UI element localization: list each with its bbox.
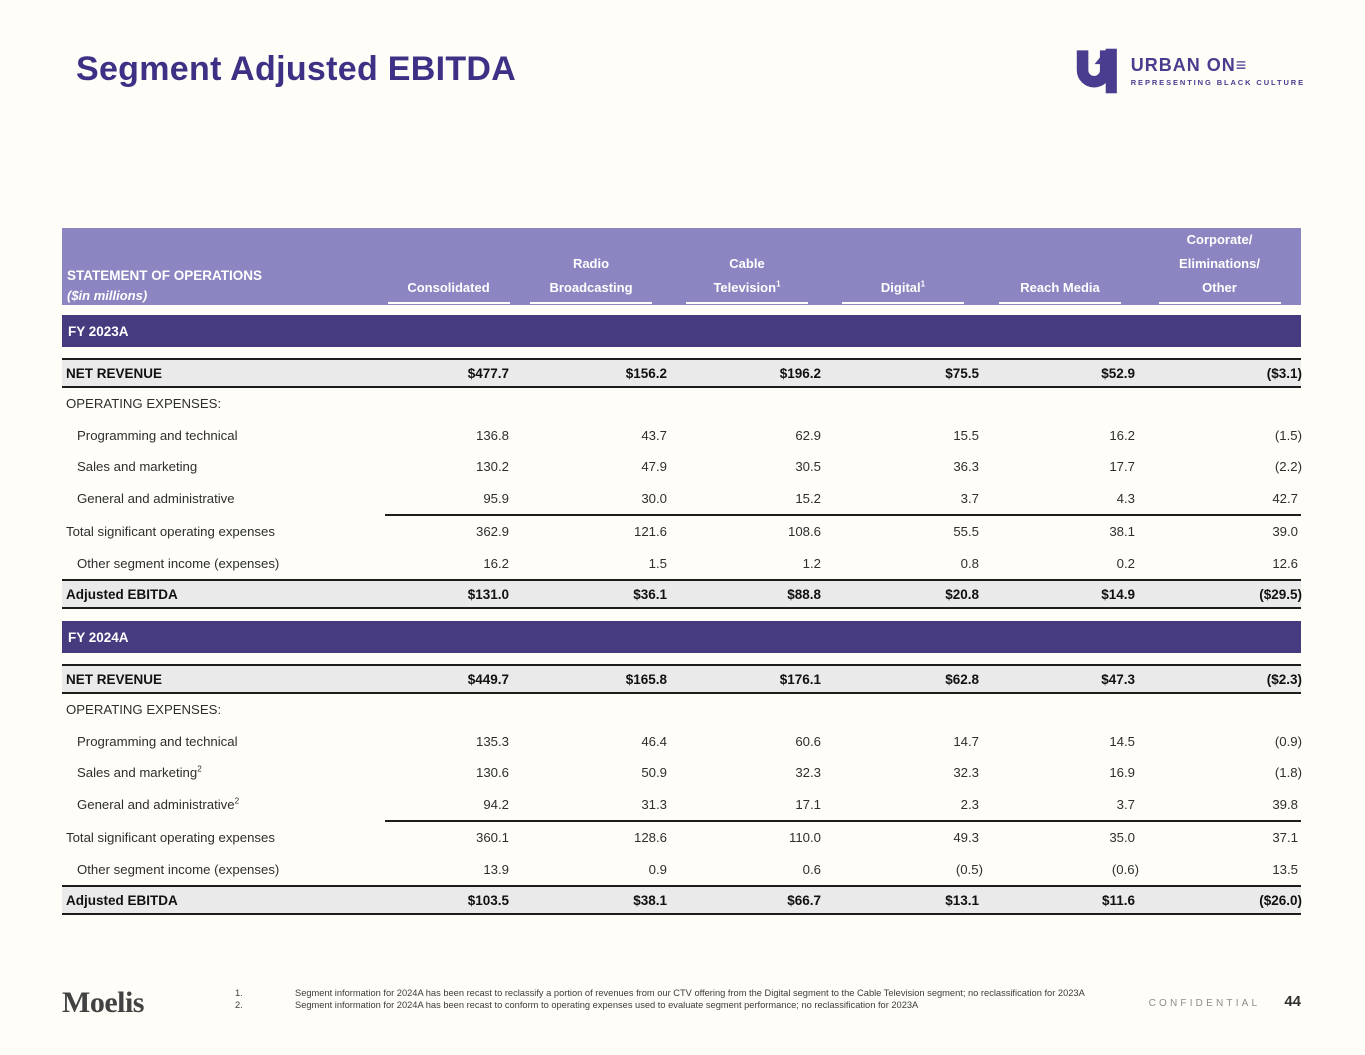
table-row [62,451,1301,483]
value-text: 30.0 [641,490,667,506]
row-value [824,765,982,780]
row-value [670,428,824,443]
row-label: Sales and marketing$^2$ [77,764,202,781]
table-row [62,388,1301,420]
row-value [1138,893,1301,908]
value-text: 46.4 [641,733,667,749]
urban-one-wordmark: URBAN ON≡ [1130,55,1248,75]
value-text: 130.2 [475,459,509,475]
row-value [824,524,982,539]
table-row [62,885,1301,915]
value-text: 110.0 [788,830,821,846]
row-value [512,459,670,474]
row-value [385,524,512,539]
value-text: 62.9 [795,427,821,443]
value-text: 36.3 [953,459,979,475]
row-value [512,734,670,749]
row-value [670,734,824,749]
column-header-line: Reach Media [1020,280,1100,295]
value-text: 0.9 [648,861,667,877]
row-label: Sales and marketing [77,459,198,475]
value-text: 30.5 [795,459,821,475]
value-text: $75.5 [945,365,979,381]
row-value [824,587,982,602]
value-text: (1.8) [1274,765,1302,781]
column-header-label [1159,228,1281,304]
row-value [982,734,1138,749]
value-text: 108.6 [787,524,821,540]
value-text: 32.3 [795,765,821,781]
value-text: 42.7 [1272,490,1298,506]
column-header-line: Digital$^1$ [880,279,926,295]
row-label: OPERATING EXPENSES: [66,702,222,718]
page-title: Segment Adjusted EBITDA [76,50,517,88]
table-row [62,420,1301,452]
row-value [824,862,982,877]
column-header-label [842,276,964,304]
value-text: ($26.0) [1259,892,1302,908]
row-value [385,491,512,506]
row-value [824,366,982,381]
value-text: 17.1 [795,796,821,812]
row-value [982,459,1138,474]
statement-of-operations-table [62,228,1301,915]
value-text: $88.8 [787,586,821,602]
row-value [512,366,670,381]
table-header-line2: ($in millions) [67,288,148,303]
row-label: Adjusted EBITDA [66,892,178,908]
value-text: 31.3 [641,796,667,812]
row-value [824,491,982,506]
column-header-line: Corporate/ [1186,232,1253,247]
value-text: (0.6) [1111,861,1139,877]
value-text: $20.8 [945,586,979,602]
row-value [512,556,670,571]
value-text: 1.2 [802,555,821,571]
row-value [385,734,512,749]
column-header-line: Eliminations/ [1179,256,1260,271]
value-text: 135.3 [475,733,509,749]
footnote [235,1000,1115,1012]
column-header-label [530,252,652,304]
value-text: 4.3 [1116,490,1135,506]
row-value [1138,428,1301,443]
row-value [824,556,982,571]
row-value [982,587,1138,602]
row-value [385,366,512,381]
column-header-line: Broadcasting [549,280,633,295]
value-text: 50.9 [641,765,667,781]
footnote-text: Segment information for 2024A has been recast to reclassify a portion of revenues from our CTV offering from the Digital segment to the Cable Television segment; no reclassification for 2023A [295,988,1085,998]
value-text: $176.1 [779,671,821,687]
column-header [512,228,670,310]
column-header-line: Radio [572,256,610,271]
page-number: 44 [1284,993,1301,1010]
row-value [385,862,512,877]
row-value [512,765,670,780]
value-text: 94.2 [483,796,509,812]
column-header-label [686,252,808,304]
table-row [62,548,1301,580]
value-text: (0.9) [1274,733,1302,749]
row-value [1138,734,1301,749]
value-text: (2.2) [1274,459,1302,475]
row-value [670,893,824,908]
value-text: 16.9 [1109,765,1135,781]
urban-one-tagline: REPRESENTING BLACK CULTURE [1130,78,1305,87]
value-text: 16.2 [483,555,509,571]
value-text: 37.1 [1272,830,1298,846]
row-value [1138,524,1301,539]
row-value [670,830,824,845]
value-text: $103.5 [467,892,509,908]
row-value [824,830,982,845]
row-value [670,797,824,812]
table-row [62,789,1301,821]
value-text: 136.8 [475,427,509,443]
row-label: Programming and technical [77,427,238,443]
fiscal-year-band: FY 2023A [62,315,1301,347]
row-label: Adjusted EBITDA [66,586,178,602]
table-header [62,228,1301,305]
value-text: $477.7 [467,365,509,381]
row-value [982,672,1138,687]
column-header-label [388,276,510,304]
row-value [670,587,824,602]
row-label: NET REVENUE [66,671,163,687]
value-text: 0.8 [960,555,979,571]
row-value [982,830,1138,845]
value-text: $62.8 [945,671,979,687]
column-header [982,228,1138,310]
footnotes [235,988,1115,1012]
row-value [385,428,512,443]
column-header [670,228,824,310]
value-text: $38.1 [633,892,667,908]
value-text: 43.7 [641,427,667,443]
urban-one-u1-icon [1074,48,1122,94]
value-text: 0.2 [1116,555,1135,571]
value-text: 47.9 [641,459,667,475]
row-value [1138,366,1301,381]
table-row [62,664,1301,694]
value-text: 39.8 [1272,796,1298,812]
column-header [385,228,512,310]
row-value [824,893,982,908]
footnote-number: 2. [235,999,243,1010]
row-value [982,765,1138,780]
column-header-line: Cable [729,256,765,271]
table-row [62,579,1301,609]
value-text: 128.6 [633,830,667,846]
value-text: 39.0 [1272,524,1298,540]
value-text: 15.2 [795,490,821,506]
value-text: (1.5) [1274,427,1302,443]
table-row [62,358,1301,388]
row-label: NET REVENUE [66,365,163,381]
value-text: 360.1 [475,830,509,846]
row-value [512,862,670,877]
value-text: 17.7 [1109,459,1135,475]
value-text: $36.1 [633,586,667,602]
value-text: (0.5) [955,861,983,877]
row-value [512,797,670,812]
value-text: $11.6 [1101,892,1135,908]
row-value [982,797,1138,812]
table-header-title [62,228,385,310]
column-header-line: Other [1202,280,1237,295]
row-value [512,830,670,845]
value-text: 1.5 [648,555,667,571]
table-row [62,516,1301,548]
value-text: 2.3 [960,796,979,812]
row-value [512,428,670,443]
row-value [1138,491,1301,506]
value-text: $449.7 [467,671,509,687]
row-value [1138,830,1301,845]
row-value [512,672,670,687]
row-value [1138,797,1301,812]
row-value [670,556,824,571]
row-value [512,524,670,539]
row-value [1138,587,1301,602]
row-value [670,459,824,474]
value-text: 55.5 [953,524,979,540]
column-header-line: Consolidated [407,280,490,295]
column-header-line: Television$^1$ [713,279,781,295]
value-text: 49.3 [953,830,979,846]
value-text: 14.7 [953,733,979,749]
row-value [512,587,670,602]
value-text: $52.9 [1101,365,1135,381]
value-text: 16.2 [1109,427,1135,443]
row-value [670,672,824,687]
row-value [1138,672,1301,687]
value-text: 0.6 [802,861,821,877]
value-text: 3.7 [960,490,979,506]
row-value [1138,556,1301,571]
row-value [1138,765,1301,780]
row-label: Total significant operating expenses [66,524,275,540]
footnote-number: 1. [235,988,243,998]
row-value [385,797,512,812]
row-value [670,765,824,780]
value-text: 32.3 [953,765,979,781]
table-row [62,726,1301,758]
value-text: 130.6 [475,765,509,781]
value-text: 95.9 [483,490,509,506]
value-text: ($29.5) [1259,586,1302,602]
row-value [982,428,1138,443]
table-row [62,822,1301,854]
column-header [1138,228,1301,310]
value-text: $165.8 [625,671,667,687]
row-value [385,556,512,571]
row-label: OPERATING EXPENSES: [66,396,222,412]
value-text: $13.1 [945,892,979,908]
row-label: Other segment income (expenses) [77,555,280,571]
value-text: ($2.3) [1266,671,1302,687]
row-value [824,428,982,443]
row-value [670,862,824,877]
row-value [512,893,670,908]
value-text: $66.7 [787,892,821,908]
row-value [982,366,1138,381]
row-value [824,734,982,749]
row-label: Total significant operating expenses [66,830,275,846]
value-text: 15.5 [953,427,979,443]
row-value [385,893,512,908]
table-row [62,694,1301,726]
value-text: 3.7 [1116,796,1135,812]
value-text: 12.6 [1272,555,1298,571]
row-label: General and administrative$^2$ [77,796,240,812]
row-value [982,862,1138,877]
value-text: $131.0 [467,586,509,602]
row-value [670,524,824,539]
table-header-line1: STATEMENT OF OPERATIONS [67,268,262,283]
value-text: 38.1 [1109,524,1135,540]
row-value [385,765,512,780]
row-value [385,830,512,845]
footnote-text: Segment information for 2024A has been recast to conform to operating expenses used to evaluate segment performance; no reclassification for 2023A [295,999,919,1010]
row-label: Other segment income (expenses) [77,861,280,877]
confidential-label: CONFIDENTIAL [1148,998,1261,1009]
fiscal-year-band: FY 2024A [62,621,1301,653]
row-value [670,366,824,381]
value-text: $196.2 [779,365,821,381]
row-value [670,491,824,506]
row-value [385,587,512,602]
value-text: $156.2 [625,365,667,381]
value-text: 14.5 [1109,733,1135,749]
row-value [982,491,1138,506]
table-row [62,483,1301,515]
row-value [824,797,982,812]
row-value [1138,862,1301,877]
value-text: $47.3 [1101,671,1135,687]
row-value [824,459,982,474]
table-row [62,757,1301,789]
row-value [512,491,670,506]
value-text: 13.5 [1272,861,1298,877]
row-value [1138,459,1301,474]
value-text: $14.9 [1101,586,1135,602]
value-text: 121.6 [633,524,667,540]
row-label: General and administrative [77,490,235,506]
stylized-e-icon: ≡ [1235,55,1248,75]
value-text: 60.6 [795,733,821,749]
row-value [982,893,1138,908]
urban-one-logo [1074,48,1305,94]
row-value [824,672,982,687]
value-text: 13.9 [483,861,509,877]
column-header [824,228,982,310]
row-label: Programming and technical [77,733,238,749]
column-header-label [999,276,1121,304]
value-text: ($3.1) [1266,365,1302,381]
value-text: 362.9 [475,524,509,540]
row-value [385,459,512,474]
row-value [385,672,512,687]
table-row [62,854,1301,886]
moelis-logo: Moelis [62,986,144,1019]
row-value [982,524,1138,539]
row-value [982,556,1138,571]
value-text: 35.0 [1109,830,1135,846]
footnote [235,988,1115,1000]
